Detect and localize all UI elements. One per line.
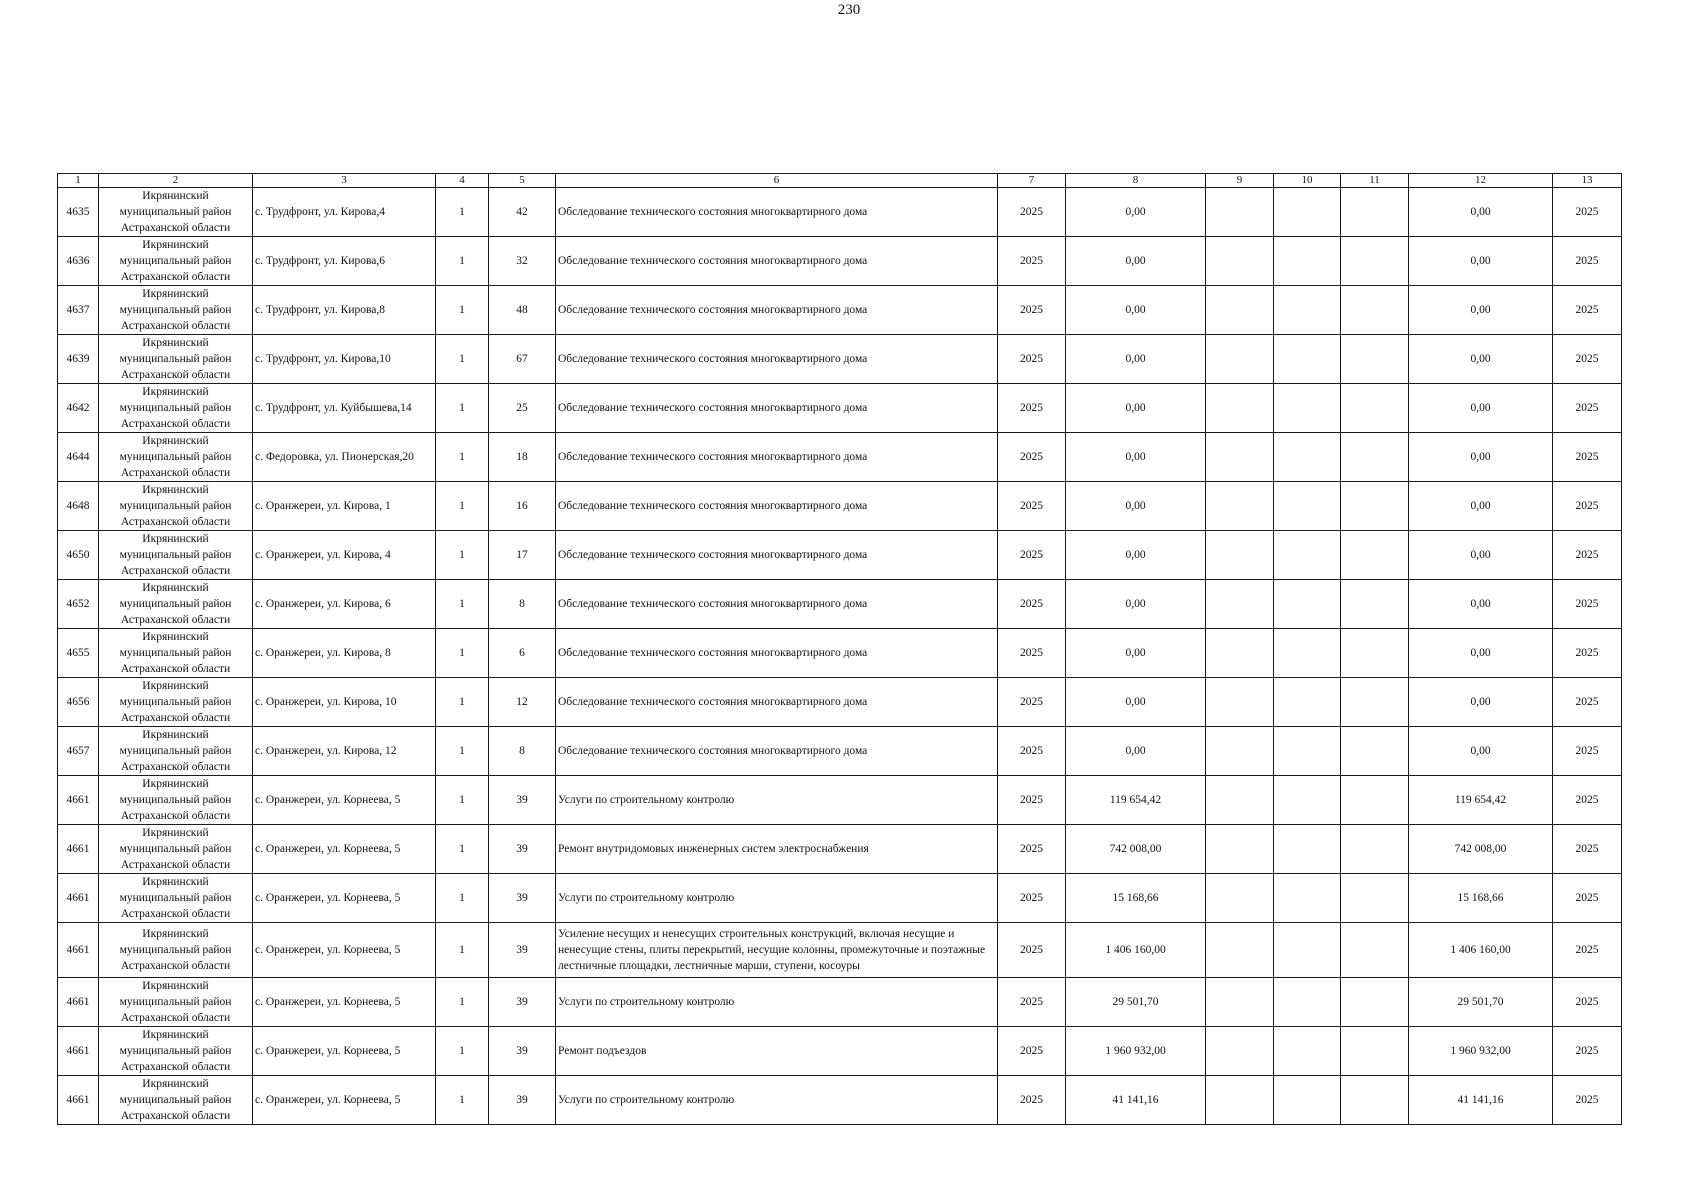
cell-col-10	[1274, 1076, 1341, 1125]
cell-district: Икрянинский муниципальный район Астраханской области	[99, 678, 253, 727]
cell-col-11	[1341, 188, 1409, 237]
cell-address: с. Оранжереи, ул. Кирова, 12	[253, 727, 436, 776]
cell-record-id: 4661	[58, 825, 99, 874]
cell-col-11	[1341, 580, 1409, 629]
cell-col-9	[1206, 727, 1274, 776]
cell-col-12: 41 141,16	[1409, 1076, 1553, 1125]
cell-address: с. Оранжереи, ул. Корнеева, 5	[253, 776, 436, 825]
table-row	[58, 629, 1622, 678]
column-header: 8	[1066, 174, 1206, 188]
cell-district: Икрянинский муниципальный район Астраханской области	[99, 188, 253, 237]
cell-col-9	[1206, 874, 1274, 923]
table-row	[58, 825, 1622, 874]
cell-record-id: 4656	[58, 678, 99, 727]
cell-col-12: 0,00	[1409, 482, 1553, 531]
cell-col-13: 2025	[1553, 237, 1622, 286]
cell-col-4: 1	[436, 727, 489, 776]
cell-col-10	[1274, 580, 1341, 629]
table-row	[58, 384, 1622, 433]
cell-record-id: 4636	[58, 237, 99, 286]
cell-col-11	[1341, 874, 1409, 923]
cell-work-type: Ремонт внутридомовых инженерных систем электроснабжения	[556, 825, 998, 874]
cell-cost: 742 008,00	[1066, 825, 1206, 874]
cell-col-7: 2025	[998, 531, 1066, 580]
cell-cost: 0,00	[1066, 384, 1206, 433]
cell-col-11	[1341, 978, 1409, 1027]
cell-col-4: 1	[436, 482, 489, 531]
cell-col-10	[1274, 433, 1341, 482]
column-header: 4	[436, 174, 489, 188]
cell-cost: 15 168,66	[1066, 874, 1206, 923]
cell-district: Икрянинский муниципальный район Астраханской области	[99, 335, 253, 384]
cell-col-5: 39	[489, 874, 556, 923]
cell-address: с. Трудфронт, ул. Кирова,6	[253, 237, 436, 286]
column-header: 10	[1274, 174, 1341, 188]
cell-col-12: 0,00	[1409, 286, 1553, 335]
table-row	[58, 580, 1622, 629]
cell-col-9	[1206, 678, 1274, 727]
cell-col-10	[1274, 188, 1341, 237]
cell-col-4: 1	[436, 874, 489, 923]
cell-col-5: 39	[489, 978, 556, 1027]
cell-address: с. Оранжереи, ул. Корнеева, 5	[253, 825, 436, 874]
cell-col-11	[1341, 923, 1409, 978]
cell-work-type: Обследование технического состояния многоквартирного дома	[556, 531, 998, 580]
cell-district: Икрянинский муниципальный район Астраханской области	[99, 433, 253, 482]
cell-district: Икрянинский муниципальный район Астраханской области	[99, 580, 253, 629]
cell-address: с. Оранжереи, ул. Корнеева, 5	[253, 923, 436, 978]
cell-col-4: 1	[436, 531, 489, 580]
cell-col-5: 42	[489, 188, 556, 237]
column-header: 5	[489, 174, 556, 188]
cell-col-11	[1341, 776, 1409, 825]
cell-col-7: 2025	[998, 1027, 1066, 1076]
cell-cost: 1 406 160,00	[1066, 923, 1206, 978]
cell-address: с. Оранжереи, ул. Кирова, 10	[253, 678, 436, 727]
cell-cost: 0,00	[1066, 335, 1206, 384]
cell-district: Икрянинский муниципальный район Астраханской области	[99, 978, 253, 1027]
cell-col-10	[1274, 286, 1341, 335]
cell-col-12: 1 960 932,00	[1409, 1027, 1553, 1076]
housing-repair-table	[57, 173, 1622, 1125]
cell-district: Икрянинский муниципальный район Астраханской области	[99, 629, 253, 678]
cell-col-13: 2025	[1553, 1027, 1622, 1076]
cell-cost: 0,00	[1066, 678, 1206, 727]
cell-col-11	[1341, 531, 1409, 580]
cell-col-9	[1206, 384, 1274, 433]
cell-col-12: 742 008,00	[1409, 825, 1553, 874]
cell-col-13: 2025	[1553, 776, 1622, 825]
cell-address: с. Трудфронт, ул. Кирова,8	[253, 286, 436, 335]
cell-col-12: 0,00	[1409, 629, 1553, 678]
cell-work-type: Обследование технического состояния многоквартирного дома	[556, 335, 998, 384]
cell-district: Икрянинский муниципальный район Астраханской области	[99, 286, 253, 335]
cell-district: Икрянинский муниципальный район Астраханской области	[99, 384, 253, 433]
cell-col-9	[1206, 978, 1274, 1027]
cell-record-id: 4657	[58, 727, 99, 776]
cell-col-13: 2025	[1553, 433, 1622, 482]
cell-cost: 0,00	[1066, 433, 1206, 482]
cell-col-4: 1	[436, 237, 489, 286]
column-header: 7	[998, 174, 1066, 188]
cell-col-12: 0,00	[1409, 237, 1553, 286]
cell-district: Икрянинский муниципальный район Астраханской области	[99, 1027, 253, 1076]
table-row	[58, 531, 1622, 580]
cell-col-5: 25	[489, 384, 556, 433]
table-row	[58, 433, 1622, 482]
cell-col-5: 39	[489, 1076, 556, 1125]
cell-col-13: 2025	[1553, 335, 1622, 384]
cell-col-11	[1341, 286, 1409, 335]
cell-col-9	[1206, 923, 1274, 978]
cell-col-13: 2025	[1553, 727, 1622, 776]
cell-record-id: 4661	[58, 1076, 99, 1125]
cell-col-11	[1341, 433, 1409, 482]
table-row	[58, 678, 1622, 727]
cell-col-7: 2025	[998, 335, 1066, 384]
cell-col-4: 1	[436, 384, 489, 433]
table-row	[58, 1076, 1622, 1125]
cell-col-13: 2025	[1553, 978, 1622, 1027]
cell-col-5: 16	[489, 482, 556, 531]
cell-cost: 0,00	[1066, 286, 1206, 335]
cell-col-5: 18	[489, 433, 556, 482]
cell-col-7: 2025	[998, 1076, 1066, 1125]
cell-col-4: 1	[436, 188, 489, 237]
cell-col-12: 0,00	[1409, 384, 1553, 433]
cell-col-4: 1	[436, 1027, 489, 1076]
cell-col-13: 2025	[1553, 580, 1622, 629]
cell-col-12: 0,00	[1409, 335, 1553, 384]
cell-col-4: 1	[436, 978, 489, 1027]
cell-work-type: Ремонт подъездов	[556, 1027, 998, 1076]
cell-work-type: Услуги по строительному контролю	[556, 776, 998, 825]
cell-cost: 0,00	[1066, 727, 1206, 776]
cell-col-12: 0,00	[1409, 531, 1553, 580]
cell-col-13: 2025	[1553, 188, 1622, 237]
cell-col-7: 2025	[998, 776, 1066, 825]
cell-record-id: 4637	[58, 286, 99, 335]
cell-col-9	[1206, 825, 1274, 874]
cell-col-7: 2025	[998, 727, 1066, 776]
cell-col-7: 2025	[998, 580, 1066, 629]
cell-col-7: 2025	[998, 678, 1066, 727]
column-header: 3	[253, 174, 436, 188]
cell-col-5: 32	[489, 237, 556, 286]
cell-col-7: 2025	[998, 237, 1066, 286]
cell-record-id: 4644	[58, 433, 99, 482]
cell-record-id: 4661	[58, 978, 99, 1027]
cell-col-13: 2025	[1553, 874, 1622, 923]
cell-work-type: Усиление несущих и ненесущих строительных конструкций, включая несущие и ненесущие стены, плиты перекрытий, несущие колонны, промежуточные и поэтажные лестничные площадки, лестничные марши, ступени, косоуры	[556, 923, 998, 978]
cell-col-7: 2025	[998, 286, 1066, 335]
cell-col-13: 2025	[1553, 923, 1622, 978]
cell-col-4: 1	[436, 1076, 489, 1125]
cell-col-13: 2025	[1553, 825, 1622, 874]
table-row	[58, 482, 1622, 531]
cell-col-9	[1206, 237, 1274, 286]
cell-district: Икрянинский муниципальный район Астраханской области	[99, 727, 253, 776]
cell-cost: 0,00	[1066, 482, 1206, 531]
cell-district: Икрянинский муниципальный район Астраханской области	[99, 923, 253, 978]
cell-cost: 1 960 932,00	[1066, 1027, 1206, 1076]
cell-record-id: 4639	[58, 335, 99, 384]
cell-work-type: Услуги по строительному контролю	[556, 978, 998, 1027]
cell-cost: 0,00	[1066, 188, 1206, 237]
cell-record-id: 4642	[58, 384, 99, 433]
cell-address: с. Оранжереи, ул. Кирова, 4	[253, 531, 436, 580]
cell-col-5: 39	[489, 776, 556, 825]
cell-col-9	[1206, 188, 1274, 237]
table-row	[58, 874, 1622, 923]
cell-col-11	[1341, 629, 1409, 678]
column-header: 9	[1206, 174, 1274, 188]
cell-col-5: 8	[489, 580, 556, 629]
cell-col-7: 2025	[998, 433, 1066, 482]
cell-col-13: 2025	[1553, 1076, 1622, 1125]
cell-address: с. Трудфронт, ул. Куйбышева,14	[253, 384, 436, 433]
cell-col-10	[1274, 727, 1341, 776]
cell-col-12: 0,00	[1409, 727, 1553, 776]
cell-col-9	[1206, 580, 1274, 629]
cell-address: с. Оранжереи, ул. Корнеева, 5	[253, 1076, 436, 1125]
cell-cost: 41 141,16	[1066, 1076, 1206, 1125]
cell-col-10	[1274, 384, 1341, 433]
table-row	[58, 335, 1622, 384]
cell-record-id: 4661	[58, 776, 99, 825]
cell-col-13: 2025	[1553, 384, 1622, 433]
cell-work-type: Обследование технического состояния многоквартирного дома	[556, 188, 998, 237]
cell-col-9	[1206, 776, 1274, 825]
cell-col-5: 39	[489, 923, 556, 978]
cell-col-5: 39	[489, 825, 556, 874]
cell-col-10	[1274, 776, 1341, 825]
cell-work-type: Обследование технического состояния многоквартирного дома	[556, 629, 998, 678]
table-row	[58, 978, 1622, 1027]
cell-district: Икрянинский муниципальный район Астраханской области	[99, 1076, 253, 1125]
table-row	[58, 286, 1622, 335]
cell-col-9	[1206, 531, 1274, 580]
cell-col-5: 12	[489, 678, 556, 727]
cell-cost: 0,00	[1066, 237, 1206, 286]
cell-col-12: 1 406 160,00	[1409, 923, 1553, 978]
cell-record-id: 4650	[58, 531, 99, 580]
cell-district: Икрянинский муниципальный район Астраханской области	[99, 825, 253, 874]
cell-col-13: 2025	[1553, 531, 1622, 580]
cell-col-7: 2025	[998, 384, 1066, 433]
cell-district: Икрянинский муниципальный район Астраханской области	[99, 776, 253, 825]
cell-col-10	[1274, 1027, 1341, 1076]
cell-col-12: 0,00	[1409, 433, 1553, 482]
cell-col-12: 119 654,42	[1409, 776, 1553, 825]
cell-col-4: 1	[436, 580, 489, 629]
cell-cost: 0,00	[1066, 531, 1206, 580]
cell-work-type: Услуги по строительному контролю	[556, 874, 998, 923]
cell-record-id: 4648	[58, 482, 99, 531]
cell-work-type: Обследование технического состояния многоквартирного дома	[556, 286, 998, 335]
cell-col-9	[1206, 286, 1274, 335]
cell-address: с. Оранжереи, ул. Кирова, 6	[253, 580, 436, 629]
cell-col-5: 67	[489, 335, 556, 384]
table-row	[58, 923, 1622, 978]
cell-col-11	[1341, 482, 1409, 531]
cell-district: Икрянинский муниципальный район Астраханской области	[99, 874, 253, 923]
cell-cost: 29 501,70	[1066, 978, 1206, 1027]
cell-col-5: 6	[489, 629, 556, 678]
cell-col-5: 48	[489, 286, 556, 335]
table-row	[58, 237, 1622, 286]
cell-record-id: 4655	[58, 629, 99, 678]
cell-district: Икрянинский муниципальный район Астраханской области	[99, 531, 253, 580]
cell-col-10	[1274, 335, 1341, 384]
cell-col-7: 2025	[998, 629, 1066, 678]
cell-work-type: Обследование технического состояния многоквартирного дома	[556, 384, 998, 433]
cell-col-9	[1206, 1076, 1274, 1125]
cell-col-9	[1206, 482, 1274, 531]
cell-address: с. Оранжереи, ул. Кирова, 8	[253, 629, 436, 678]
cell-col-9	[1206, 629, 1274, 678]
column-header: 13	[1553, 174, 1622, 188]
cell-col-10	[1274, 678, 1341, 727]
cell-col-9	[1206, 1027, 1274, 1076]
cell-col-7: 2025	[998, 188, 1066, 237]
column-number-header-row	[58, 174, 1622, 188]
cell-address: с. Оранжереи, ул. Корнеева, 5	[253, 1027, 436, 1076]
cell-record-id: 4661	[58, 874, 99, 923]
cell-work-type: Обследование технического состояния многоквартирного дома	[556, 433, 998, 482]
cell-cost: 0,00	[1066, 580, 1206, 629]
cell-cost: 0,00	[1066, 629, 1206, 678]
cell-col-4: 1	[436, 678, 489, 727]
cell-col-10	[1274, 237, 1341, 286]
cell-col-11	[1341, 727, 1409, 776]
cell-col-10	[1274, 825, 1341, 874]
cell-col-11	[1341, 678, 1409, 727]
cell-col-11	[1341, 1027, 1409, 1076]
cell-col-10	[1274, 923, 1341, 978]
cell-col-13: 2025	[1553, 286, 1622, 335]
cell-address: с. Трудфронт, ул. Кирова,10	[253, 335, 436, 384]
column-header: 6	[556, 174, 998, 188]
cell-col-12: 0,00	[1409, 580, 1553, 629]
cell-col-4: 1	[436, 335, 489, 384]
table-row	[58, 727, 1622, 776]
cell-col-11	[1341, 335, 1409, 384]
cell-work-type: Обследование технического состояния многоквартирного дома	[556, 727, 998, 776]
cell-col-4: 1	[436, 433, 489, 482]
cell-col-4: 1	[436, 286, 489, 335]
column-header: 1	[58, 174, 99, 188]
cell-col-4: 1	[436, 629, 489, 678]
cell-address: с. Оранжереи, ул. Кирова, 1	[253, 482, 436, 531]
cell-col-7: 2025	[998, 482, 1066, 531]
cell-work-type: Услуги по строительному контролю	[556, 1076, 998, 1125]
cell-col-10	[1274, 978, 1341, 1027]
cell-col-5: 8	[489, 727, 556, 776]
cell-col-7: 2025	[998, 874, 1066, 923]
cell-col-4: 1	[436, 776, 489, 825]
cell-col-11	[1341, 825, 1409, 874]
cell-work-type: Обследование технического состояния многоквартирного дома	[556, 482, 998, 531]
table-row	[58, 776, 1622, 825]
cell-col-11	[1341, 237, 1409, 286]
table-row	[58, 1027, 1622, 1076]
cell-col-12: 0,00	[1409, 188, 1553, 237]
column-header: 12	[1409, 174, 1553, 188]
cell-record-id: 4661	[58, 923, 99, 978]
cell-record-id: 4652	[58, 580, 99, 629]
page-number: 230	[837, 2, 861, 18]
cell-col-9	[1206, 335, 1274, 384]
cell-col-12: 29 501,70	[1409, 978, 1553, 1027]
column-header: 2	[99, 174, 253, 188]
cell-col-7: 2025	[998, 825, 1066, 874]
cell-col-10	[1274, 629, 1341, 678]
cell-col-11	[1341, 1076, 1409, 1125]
cell-col-5: 17	[489, 531, 556, 580]
cell-col-13: 2025	[1553, 678, 1622, 727]
cell-address: с. Федоровка, ул. Пионерская,20	[253, 433, 436, 482]
column-header: 11	[1341, 174, 1409, 188]
cell-address: с. Оранжереи, ул. Корнеева, 5	[253, 978, 436, 1027]
cell-record-id: 4635	[58, 188, 99, 237]
cell-col-4: 1	[436, 825, 489, 874]
cell-col-11	[1341, 384, 1409, 433]
table-row	[58, 188, 1622, 237]
cell-col-9	[1206, 433, 1274, 482]
cell-col-10	[1274, 531, 1341, 580]
cell-record-id: 4661	[58, 1027, 99, 1076]
cell-address: с. Оранжереи, ул. Корнеева, 5	[253, 874, 436, 923]
cell-work-type: Обследование технического состояния многоквартирного дома	[556, 580, 998, 629]
cell-col-7: 2025	[998, 923, 1066, 978]
cell-col-13: 2025	[1553, 629, 1622, 678]
cell-col-5: 39	[489, 1027, 556, 1076]
cell-district: Икрянинский муниципальный район Астраханской области	[99, 482, 253, 531]
cell-col-10	[1274, 482, 1341, 531]
cell-work-type: Обследование технического состояния многоквартирного дома	[556, 237, 998, 286]
cell-col-13: 2025	[1553, 482, 1622, 531]
cell-col-4: 1	[436, 923, 489, 978]
cell-col-12: 15 168,66	[1409, 874, 1553, 923]
cell-address: с. Трудфронт, ул. Кирова,4	[253, 188, 436, 237]
cell-col-12: 0,00	[1409, 678, 1553, 727]
cell-district: Икрянинский муниципальный район Астраханской области	[99, 237, 253, 286]
cell-col-10	[1274, 874, 1341, 923]
cell-col-7: 2025	[998, 978, 1066, 1027]
cell-work-type: Обследование технического состояния многоквартирного дома	[556, 678, 998, 727]
cell-cost: 119 654,42	[1066, 776, 1206, 825]
